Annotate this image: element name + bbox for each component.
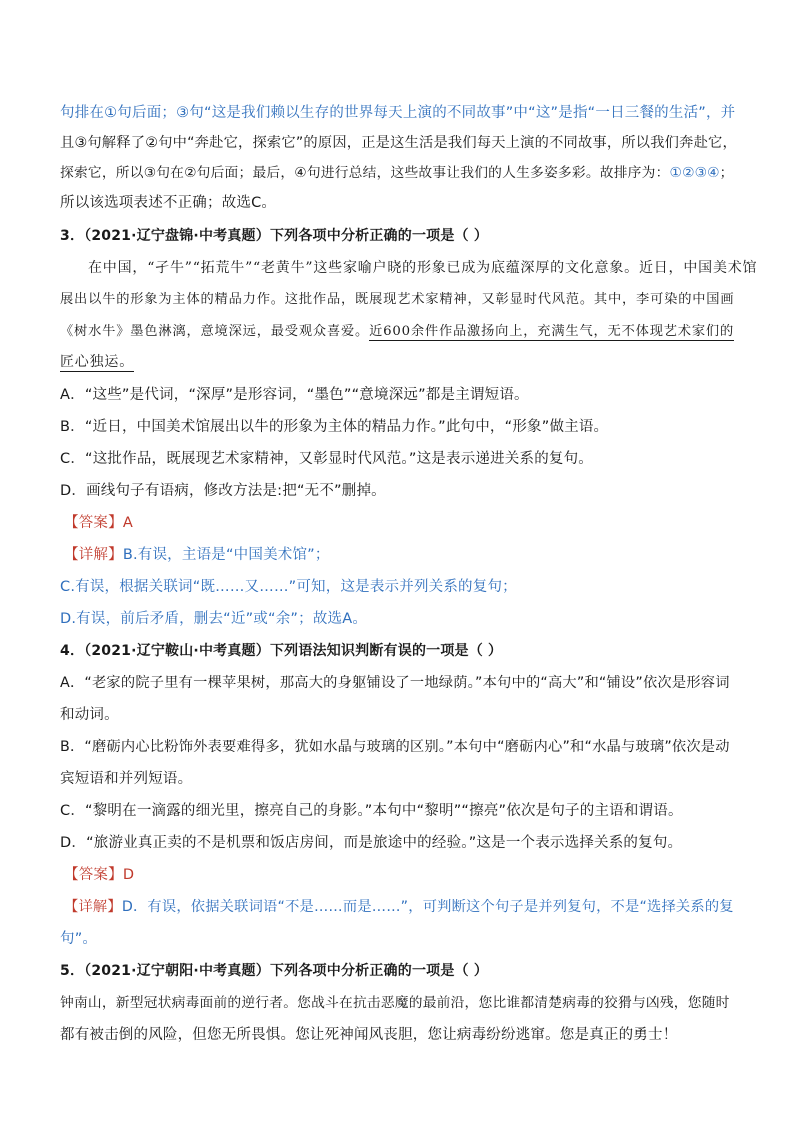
q5-passage-1: 钟南山，新型冠状病毒面前的逆行者。您战斗在抗击恶魔的最前沿，您比谁都清楚病毒的狡猾与凶残，您随时 xyxy=(60,995,730,1011)
q4-option-c: C．“黎明在一滴露的细光里，擦亮自己的身影。”本句中“黎明”“擦亮”依次是句子的主语和谓语。 xyxy=(60,803,683,819)
q3-underlined-end: 匠心独运。 xyxy=(60,354,134,370)
q3-answer-value: A xyxy=(122,515,133,531)
q3-option-d: D．画线句子有语病，修改方法是:把“无不”删掉。 xyxy=(60,483,386,499)
intro-line-3c: ； xyxy=(719,165,734,181)
q3-title: 3．（2021·辽宁盘锦·中考真题）下列各项中分析正确的一项是（ ） xyxy=(60,228,489,244)
q3-detail-1 xyxy=(64,545,744,565)
q3-option-c: C．“这批作品，既展现艺术家精神，又彰显时代风范。”这是表示递进关系的复句。 xyxy=(60,451,593,467)
intro-line-3 xyxy=(60,163,740,183)
q3-passage-3a: 《树水牛》墨色淋漓，意境深远，最受观众喜爱。 xyxy=(60,324,370,339)
intro-line-2: 且③句解释了②句中“奔赴它，探索它”的原因，正是这生活是我们每天上演的不同故事，所以我们奔赴它， xyxy=(60,135,737,151)
intro-line-1b: ③句“这是我们赖以生存的世界每天上演的不同故事”中“这”是指“一日三餐的生活” xyxy=(176,105,706,121)
q3-detail-text-1: B.有误，主语是“中国美术馆”； xyxy=(122,547,330,563)
q4-option-a-1: A．“老家的院子里有一棵苹果树，那高大的身躯铺设了一地绿荫。”本句中的“高大”和“铺设”依次是形容词 xyxy=(60,675,730,691)
q3-detail-2: C.有误，根据关联词“既……又……”可知，这是表示并列关系的复句； xyxy=(60,579,517,595)
q4-option-d: D．“旅游业真正卖的不是机票和饭店房间，而是旅途中的经验。”这是一个表示选择关系的复句。 xyxy=(60,835,683,851)
intro-line-1 xyxy=(60,103,740,123)
intro-line-4: 所以该选项表述不正确；故选C。 xyxy=(60,195,277,211)
q5-title: 5．（2021·辽宁朝阳·中考真题）下列各项中分析正确的一项是（ ） xyxy=(60,963,489,979)
q3-passage-4 xyxy=(60,352,740,372)
q3-underlined-sentence: 近600余件作品激扬向上，充满生气，无不体现艺术家们的 xyxy=(369,324,735,339)
q3-option-b: B．“近日，中国美术馆展出以牛的形象为主体的精品力作。”此句中，“形象”做主语。 xyxy=(60,419,609,435)
q4-option-b-1: B．“磨砺内心比粉饰外表要难得多，犹如水晶与玻璃的区别。”本句中“磨砺内心”和“水晶与玻璃”依次是动 xyxy=(60,739,730,755)
intro-line-1a: 句排在①句后面； xyxy=(60,105,177,121)
q3-passage-1: 在中国，“孑牛”“拓荒牛”“老黄牛”这些家喻户晓的形象已成为底蕴深厚的文化意象。近日，中国美术馆 xyxy=(88,260,758,276)
q3-detail-label: 【详解】 xyxy=(64,547,123,563)
q4-title: 4．（2021·辽宁鞍山·中考真题）下列语法知识判断有误的一项是（ ） xyxy=(60,643,503,659)
q3-option-a: A．“这些”是代词，“深厚”是形容词，“墨色”“意境深远”都是主谓短语。 xyxy=(60,387,529,403)
intro-line-3b: ①②③④ xyxy=(669,165,720,181)
intro-line-3a: 探索它，所以③句在②句后面；最后，④句进行总结，这些故事让我们的人生多姿多彩。故排序为： xyxy=(60,165,670,181)
q4-detail-2: 句”。 xyxy=(60,931,98,947)
intro-line-1c: ，并 xyxy=(705,105,736,121)
q3-answer-label: 【答案】 xyxy=(64,515,123,531)
q4-detail-text-1: D．有误，依据关联词语“不是……而是……”，可判断这个句子是并列复句，不是“选择关系的复 xyxy=(121,899,734,915)
q4-answer-value: D xyxy=(122,867,135,883)
q3-passage-2: 展出以牛的形象为主体的精品力作。这批作品，既展现艺术家精神，又彰显时代风范。其中，李可染的中国画 xyxy=(60,292,735,307)
q4-option-b-2: 宾短语和并列短语。 xyxy=(60,771,193,787)
q4-detail-label: 【详解】 xyxy=(64,899,122,915)
q3-detail-3: D.有误，前后矛盾，删去“近”或“余”；故选A。 xyxy=(60,611,368,627)
q4-detail-1 xyxy=(64,897,744,917)
q4-answer-label: 【答案】 xyxy=(64,867,123,883)
q4-answer xyxy=(64,865,744,885)
q4-option-a-2: 和动词。 xyxy=(60,707,119,723)
q3-answer xyxy=(64,513,744,533)
q3-passage-3 xyxy=(60,322,740,342)
q5-passage-2: 都有被击倒的风险，但您无所畏惧。您让死神闻风丧胆，您让病毒纷纷逃窜。您是真正的勇士！ xyxy=(60,1027,678,1043)
